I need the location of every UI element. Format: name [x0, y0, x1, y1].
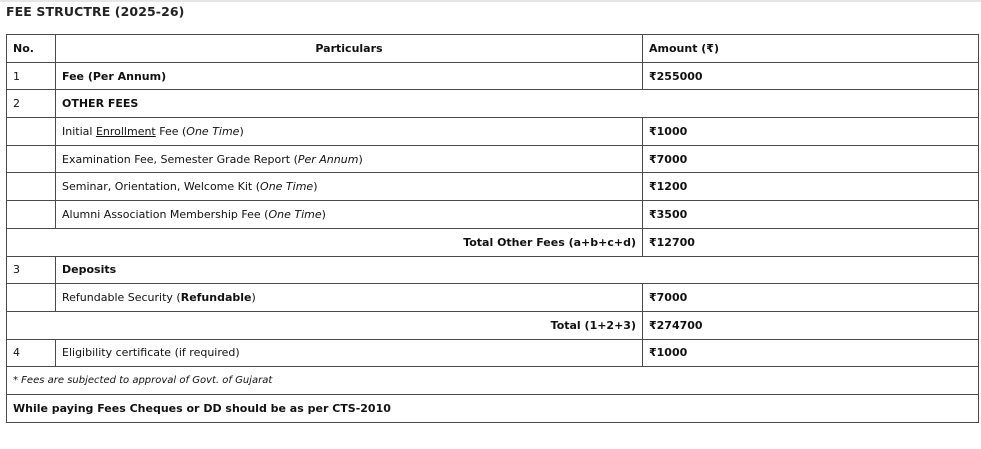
row-no: 4 — [7, 339, 56, 367]
row-amount: ₹3500 — [643, 201, 979, 229]
text: ) — [313, 180, 318, 194]
row-amount: ₹1200 — [643, 173, 979, 201]
row-amount: ₹7000 — [643, 145, 979, 173]
table-row — [7, 201, 979, 229]
payment-note: While paying Fees Cheques or DD should be as per CTS-2010 — [7, 394, 979, 422]
payment-note-row — [7, 394, 979, 422]
text: Enrollment — [95, 124, 156, 138]
text: ) — [251, 291, 256, 305]
text: Alumni Association Membership Fee ( — [62, 207, 269, 221]
row-no — [7, 201, 56, 229]
table-header-row — [7, 35, 979, 63]
text: ) — [321, 207, 326, 221]
row-no — [7, 173, 56, 201]
text: One Time — [186, 124, 240, 138]
row-label: Total Other Fees (a+b+c+d) — [7, 228, 643, 256]
row-label: Eligibility certificate (if required) — [56, 339, 643, 367]
header-amount: Amount (₹) — [643, 35, 979, 63]
table-row — [7, 118, 979, 146]
row-amount: ₹255000 — [643, 62, 979, 90]
text: One Time — [268, 207, 322, 221]
row-no — [7, 284, 56, 312]
text: Examination Fee, Semester Grade Report ( — [62, 152, 298, 166]
table-row — [7, 62, 979, 90]
text: One Time — [260, 180, 314, 194]
row-amount: ₹12700 — [643, 228, 979, 256]
text: ) — [358, 152, 363, 166]
page-title: FEE STRUCTRE (2025-26) — [6, 4, 185, 19]
header-particulars: Particulars — [56, 35, 643, 63]
row-label — [56, 284, 643, 312]
row-amount: ₹274700 — [643, 311, 979, 339]
row-no: 1 — [7, 62, 56, 90]
row-label: Deposits — [56, 256, 979, 284]
row-label — [56, 201, 643, 229]
note-row — [7, 367, 979, 395]
text: Seminar, Orientation, Welcome Kit ( — [62, 180, 261, 194]
row-label: Total (1+2+3) — [7, 311, 643, 339]
table-row — [7, 173, 979, 201]
row-no — [7, 118, 56, 146]
total-other-row — [7, 228, 979, 256]
table-row — [7, 90, 979, 118]
fee-table — [6, 34, 979, 423]
table-row — [7, 145, 979, 173]
header-no: No. — [7, 35, 56, 63]
approval-note: * Fees are subjected to approval of Govt. of Gujarat — [7, 367, 979, 395]
text: ) — [239, 124, 244, 138]
row-label: Fee (Per Annum) — [56, 62, 643, 90]
table-row — [7, 284, 979, 312]
row-amount: ₹1000 — [643, 339, 979, 367]
text: Refundable Security ( — [62, 291, 181, 305]
text: Refundable — [180, 291, 252, 305]
row-no: 2 — [7, 90, 56, 118]
row-label — [56, 145, 643, 173]
row-amount: ₹1000 — [643, 118, 979, 146]
total-row — [7, 311, 979, 339]
row-no — [7, 145, 56, 173]
text: Initial — [62, 124, 96, 138]
row-no: 3 — [7, 256, 56, 284]
table-row — [7, 256, 979, 284]
table-row — [7, 339, 979, 367]
row-amount: ₹7000 — [643, 284, 979, 312]
row-label: OTHER FEES — [56, 90, 979, 118]
text: Per Annum — [297, 152, 359, 166]
top-band — [0, 0, 981, 2]
row-label — [56, 118, 643, 146]
row-label — [56, 173, 643, 201]
text: Fee ( — [155, 124, 187, 138]
